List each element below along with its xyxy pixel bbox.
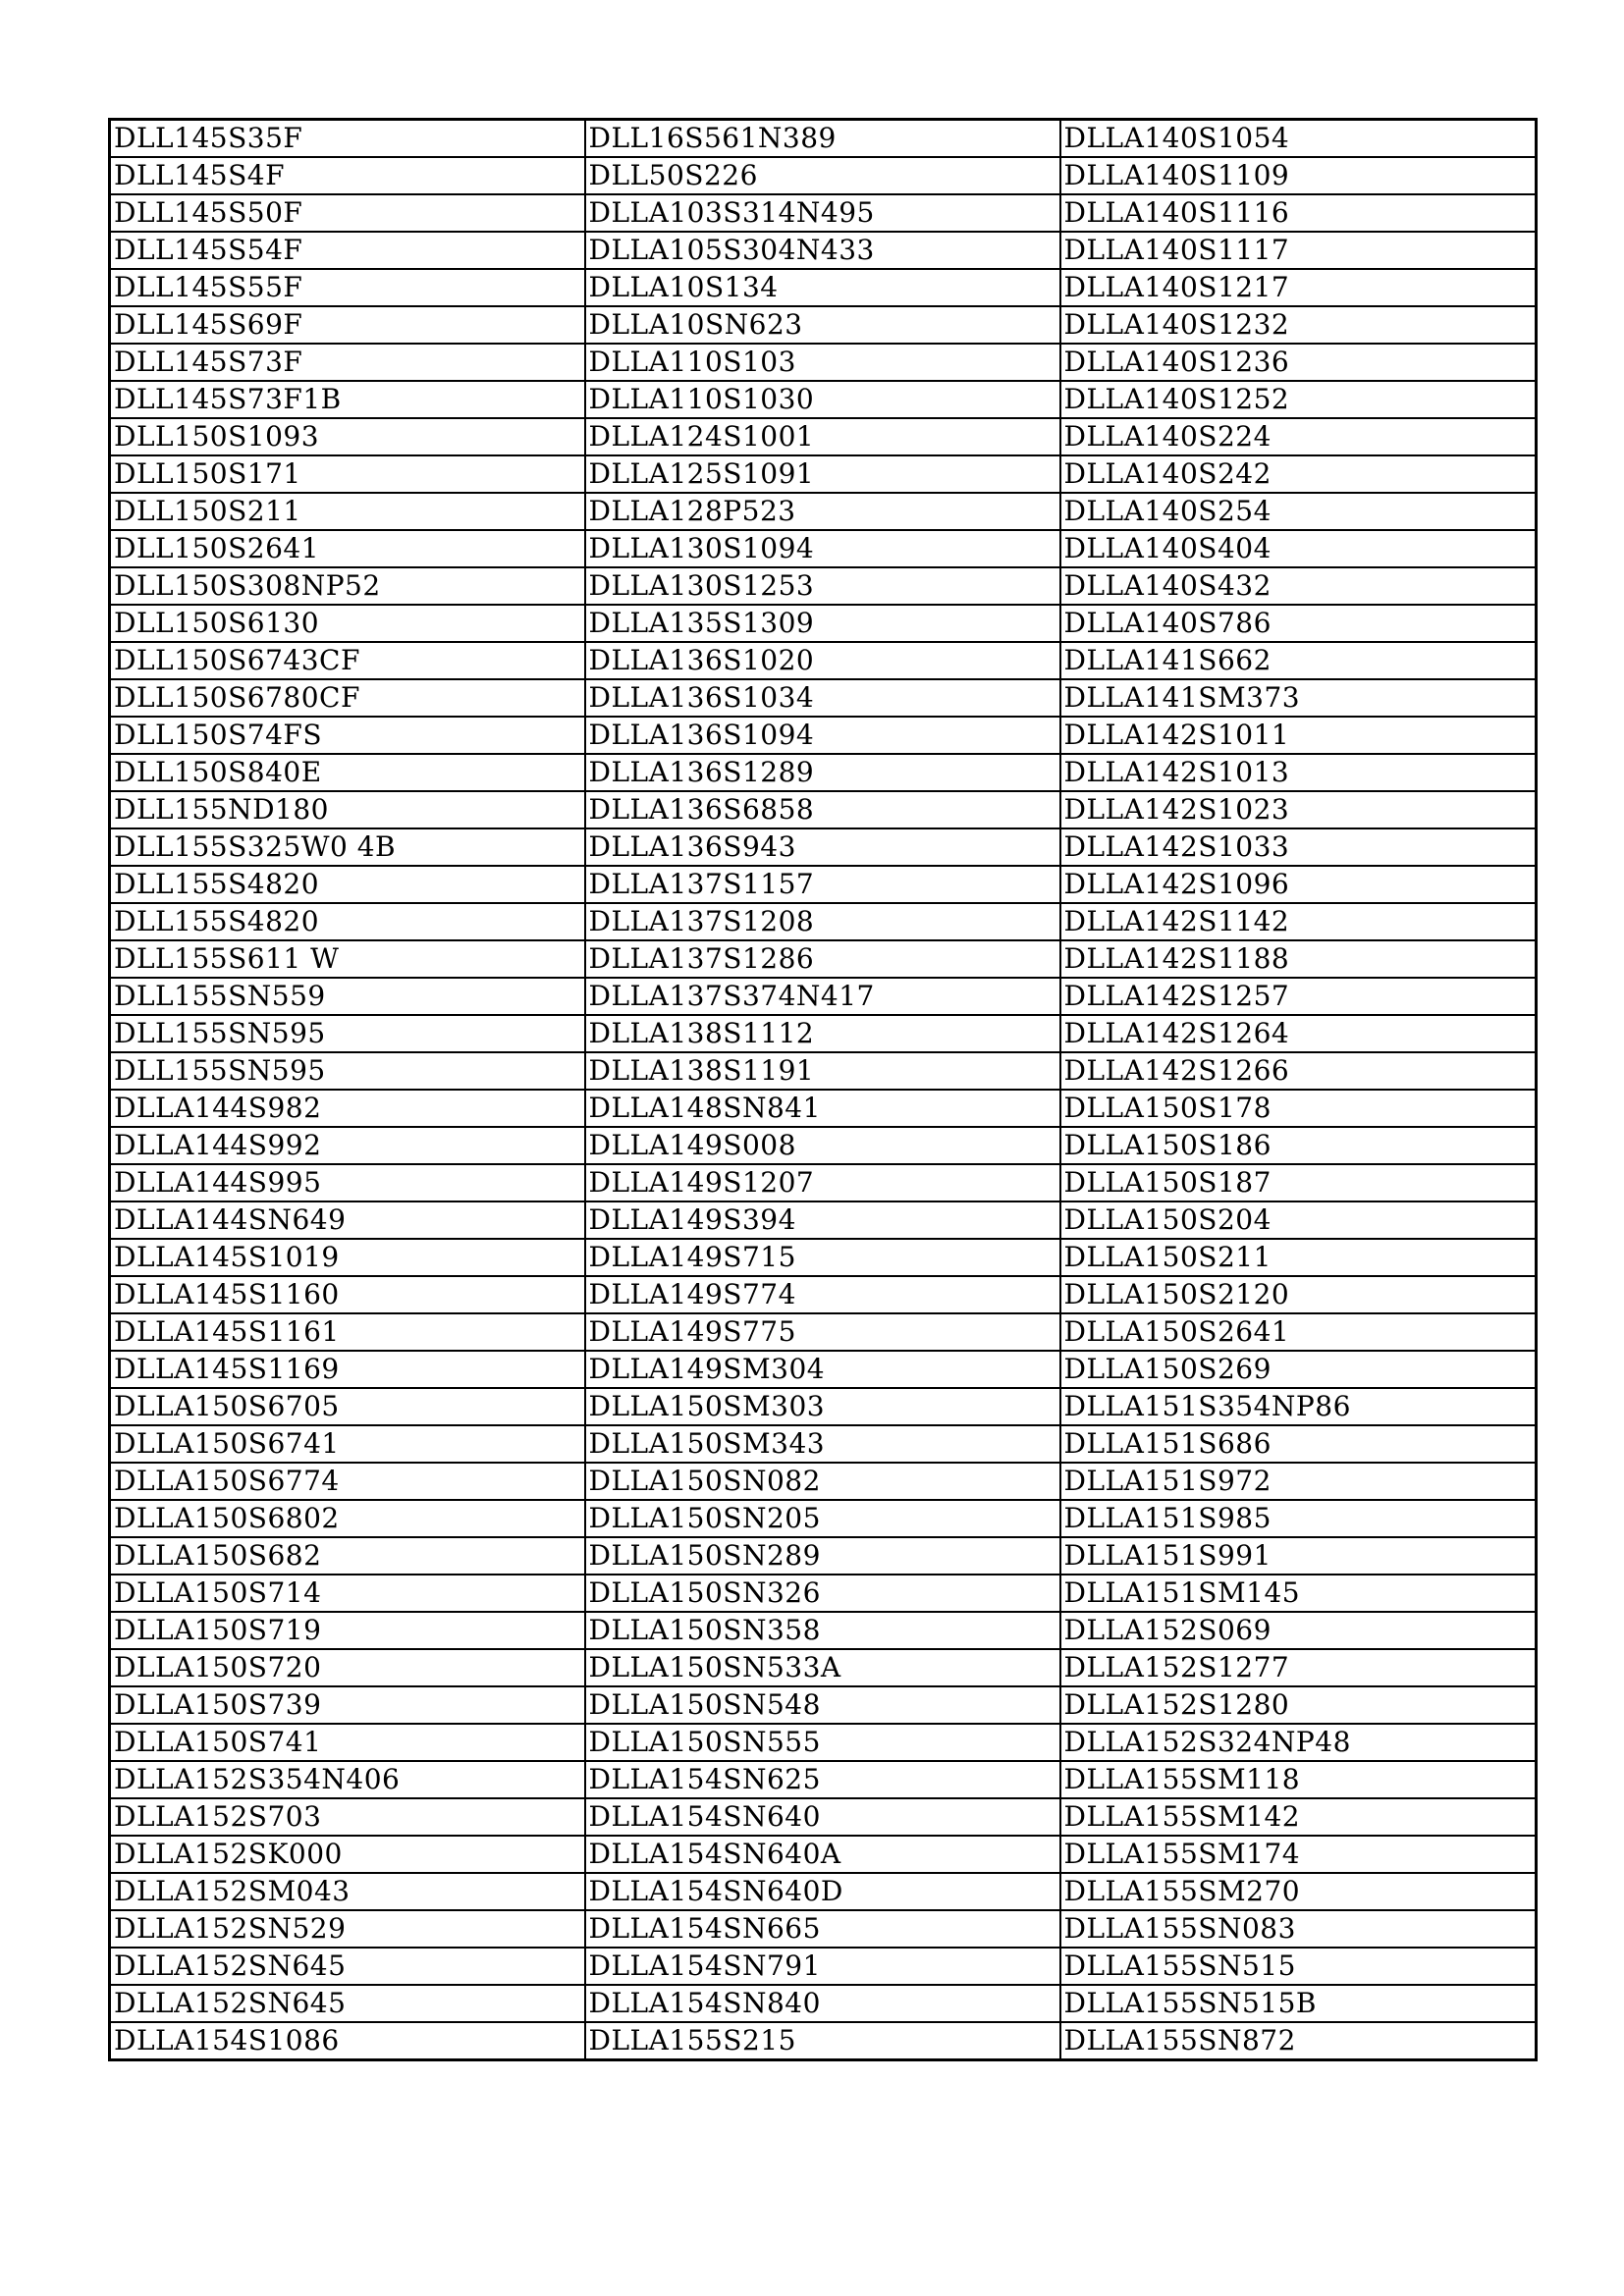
table-row	[110, 642, 1537, 679]
table-cell: DLLA135S1309	[585, 605, 1060, 642]
table-cell: DLLA149S774	[585, 1276, 1060, 1313]
table-cell: DLLA155SN515B	[1060, 1985, 1537, 2022]
table-cell: DLLA150S6705	[110, 1388, 585, 1425]
table-cell: DLLA10SN623	[585, 306, 1060, 344]
table-cell: DLLA142S1188	[1060, 940, 1537, 978]
table-cell: DLLA142S1096	[1060, 866, 1537, 903]
table-cell: DLLA152S069	[1060, 1612, 1537, 1649]
table-cell: DLL155SN595	[110, 1015, 585, 1052]
table-cell: DLLA110S103	[585, 344, 1060, 381]
table-cell: DLLA152S324NP48	[1060, 1724, 1537, 1761]
table-row	[110, 1910, 1537, 1948]
table-cell: DLLA150S739	[110, 1686, 585, 1724]
table-row	[110, 493, 1537, 530]
table-cell: DLL145S54F	[110, 232, 585, 269]
table-row	[110, 306, 1537, 344]
table-cell: DLLA105S304N433	[585, 232, 1060, 269]
table-cell: DLLA152SK000	[110, 1836, 585, 1873]
table-row	[110, 1985, 1537, 2022]
table-cell: DLL145S73F1B	[110, 381, 585, 418]
table-cell: DLLA154SN640A	[585, 1836, 1060, 1873]
table-cell: DLLA152S1280	[1060, 1686, 1537, 1724]
table-row	[110, 1612, 1537, 1649]
table-cell: DLLA150SN533A	[585, 1649, 1060, 1686]
table-cell: DLL150S6130	[110, 605, 585, 642]
table-cell: DLLA150S720	[110, 1649, 585, 1686]
table-cell: DLL145S69F	[110, 306, 585, 344]
table-cell: DLLA150SM343	[585, 1425, 1060, 1463]
table-row	[110, 381, 1537, 418]
table-cell: DLLA152SN645	[110, 1948, 585, 1985]
table-cell: DLLA140S1116	[1060, 194, 1537, 232]
table-row	[110, 1798, 1537, 1836]
table-cell: DLLA149S1207	[585, 1164, 1060, 1201]
table-cell: DLLA149S775	[585, 1313, 1060, 1351]
table-row	[110, 791, 1537, 828]
table-cell: DLLA142S1011	[1060, 717, 1537, 754]
table-cell: DLLA141SM373	[1060, 679, 1537, 717]
table-cell: DLL150S2641	[110, 530, 585, 567]
table-cell: DLLA144SN649	[110, 1201, 585, 1239]
table-cell: DLLA155S215	[585, 2022, 1060, 2060]
table-cell: DLLA142S1266	[1060, 1052, 1537, 1090]
table-cell: DLLA137S1157	[585, 866, 1060, 903]
table-row	[110, 1873, 1537, 1910]
table-cell: DLL150S840E	[110, 754, 585, 791]
table-row	[110, 418, 1537, 455]
table-row	[110, 828, 1537, 866]
table-cell: DLL155S611 W	[110, 940, 585, 978]
table-cell: DLLA140S404	[1060, 530, 1537, 567]
table-row	[110, 679, 1537, 717]
table-cell: DLLA140S1252	[1060, 381, 1537, 418]
table-cell: DLLA154SN665	[585, 1910, 1060, 1948]
table-cell: DLL155S4820	[110, 866, 585, 903]
table-cell: DLLA136S6858	[585, 791, 1060, 828]
table-row	[110, 1313, 1537, 1351]
table-cell: DLL145S35F	[110, 120, 585, 158]
table-cell: DLLA154SN840	[585, 1985, 1060, 2022]
table-row	[110, 1537, 1537, 1575]
table-cell: DLLA149S715	[585, 1239, 1060, 1276]
table-cell: DLLA10S134	[585, 269, 1060, 306]
table-cell: DLLA125S1091	[585, 455, 1060, 493]
table-row	[110, 1201, 1537, 1239]
table-row	[110, 1276, 1537, 1313]
table-cell: DLLA150SN358	[585, 1612, 1060, 1649]
table-cell: DLLA150S269	[1060, 1351, 1537, 1388]
table-cell: DLLA151S686	[1060, 1425, 1537, 1463]
table-cell: DLLA150S204	[1060, 1201, 1537, 1239]
table-cell: DLLA152S354N406	[110, 1761, 585, 1798]
table-cell: DLLA142S1013	[1060, 754, 1537, 791]
table-cell: DLLA152S1277	[1060, 1649, 1537, 1686]
table-row	[110, 1836, 1537, 1873]
table-cell: DLLA128P523	[585, 493, 1060, 530]
table-row	[110, 1164, 1537, 1201]
table-cell: DLL150S1093	[110, 418, 585, 455]
table-cell: DLLA154SN640D	[585, 1873, 1060, 1910]
table-cell: DLLA155SN872	[1060, 2022, 1537, 2060]
table-row	[110, 1761, 1537, 1798]
table-body	[110, 120, 1537, 2060]
table-cell: DLLA150S187	[1060, 1164, 1537, 1201]
table-cell: DLLA150S211	[1060, 1239, 1537, 1276]
table-cell: DLLA142S1257	[1060, 978, 1537, 1015]
table-cell: DLLA155SM270	[1060, 1873, 1537, 1910]
table-cell: DLLA142S1142	[1060, 903, 1537, 940]
table-cell: DLLA142S1023	[1060, 791, 1537, 828]
table-cell: DLLA151S972	[1060, 1463, 1537, 1500]
table-cell: DLLA140S254	[1060, 493, 1537, 530]
table-cell: DLLA149SM304	[585, 1351, 1060, 1388]
table-cell: DLLA145S1169	[110, 1351, 585, 1388]
table-cell: DLLA140S1217	[1060, 269, 1537, 306]
table-cell: DLLA140S224	[1060, 418, 1537, 455]
table-cell: DLLA142S1033	[1060, 828, 1537, 866]
table-cell: DLL155SN559	[110, 978, 585, 1015]
table-row	[110, 1724, 1537, 1761]
table-cell: DLLA140S1109	[1060, 157, 1537, 194]
table-cell: DLLA136S1289	[585, 754, 1060, 791]
table-cell: DLLA144S982	[110, 1090, 585, 1127]
table-cell: DLL145S4F	[110, 157, 585, 194]
table-cell: DLLA130S1094	[585, 530, 1060, 567]
table-cell: DLLA141S662	[1060, 642, 1537, 679]
table-row	[110, 1575, 1537, 1612]
table-cell: DLLA152S703	[110, 1798, 585, 1836]
table-cell: DLLA142S1264	[1060, 1015, 1537, 1052]
table-cell: DLLA150S741	[110, 1724, 585, 1761]
table-cell: DLLA136S1094	[585, 717, 1060, 754]
table-cell: DLLA130S1253	[585, 567, 1060, 605]
table-row	[110, 194, 1537, 232]
table-row	[110, 2022, 1537, 2060]
table-row	[110, 1686, 1537, 1724]
table-cell: DLLA137S374N417	[585, 978, 1060, 1015]
table-row	[110, 754, 1537, 791]
table-cell: DLLA136S1034	[585, 679, 1060, 717]
table-cell: DLLA150S186	[1060, 1127, 1537, 1164]
table-row	[110, 1388, 1537, 1425]
table-row	[110, 717, 1537, 754]
table-cell: DLLA140S1236	[1060, 344, 1537, 381]
table-row	[110, 605, 1537, 642]
table-cell: DLLA150S682	[110, 1537, 585, 1575]
table-row	[110, 1649, 1537, 1686]
table-row	[110, 940, 1537, 978]
table-cell: DLLA149S008	[585, 1127, 1060, 1164]
table-cell: DLLA150S719	[110, 1612, 585, 1649]
table-row	[110, 1351, 1537, 1388]
table-cell: DLLA140S432	[1060, 567, 1537, 605]
table-cell: DLLA150SN548	[585, 1686, 1060, 1724]
table-cell: DLLA150SN289	[585, 1537, 1060, 1575]
table-cell: DLLA144S992	[110, 1127, 585, 1164]
table-row	[110, 1500, 1537, 1537]
table-row	[110, 978, 1537, 1015]
table-cell: DLLA140S786	[1060, 605, 1537, 642]
table-cell: DLLA150SN326	[585, 1575, 1060, 1612]
table-cell: DLL155S4820	[110, 903, 585, 940]
table-cell: DLLA152SN645	[110, 1985, 585, 2022]
table-cell: DLL50S226	[585, 157, 1060, 194]
table-cell: DLLA155SN515	[1060, 1948, 1537, 1985]
table-cell: DLL145S73F	[110, 344, 585, 381]
table-cell: DLLA149S394	[585, 1201, 1060, 1239]
table-cell: DLLA110S1030	[585, 381, 1060, 418]
table-cell: DLLA150S6802	[110, 1500, 585, 1537]
table-cell: DLLA154SN791	[585, 1948, 1060, 1985]
table-cell: DLLA152SN529	[110, 1910, 585, 1948]
table-cell: DLLA138S1191	[585, 1052, 1060, 1090]
table-cell: DLLA124S1001	[585, 418, 1060, 455]
table-cell: DLLA140S242	[1060, 455, 1537, 493]
table-cell: DLL150S6780CF	[110, 679, 585, 717]
table-cell: DLLA151S991	[1060, 1537, 1537, 1575]
table-cell: DLLA140S1054	[1060, 120, 1537, 158]
table-cell: DLLA137S1208	[585, 903, 1060, 940]
table-cell: DLLA140S1117	[1060, 232, 1537, 269]
table-cell: DLLA145S1160	[110, 1276, 585, 1313]
table-cell: DLLA150S2120	[1060, 1276, 1537, 1313]
table-cell: DLLA103S314N495	[585, 194, 1060, 232]
table-row	[110, 120, 1537, 158]
table-cell: DLLA148SN841	[585, 1090, 1060, 1127]
table-row	[110, 1127, 1537, 1164]
table-cell: DLLA151SM145	[1060, 1575, 1537, 1612]
table-cell: DLL145S55F	[110, 269, 585, 306]
table-row	[110, 455, 1537, 493]
table-row	[110, 232, 1537, 269]
table-cell: DLLA154SN640	[585, 1798, 1060, 1836]
table-row	[110, 530, 1537, 567]
table-row	[110, 1015, 1537, 1052]
table-cell: DLLA150S6741	[110, 1425, 585, 1463]
table-row	[110, 1052, 1537, 1090]
table-cell: DLL150S308NP52	[110, 567, 585, 605]
table-row	[110, 903, 1537, 940]
table-row	[110, 344, 1537, 381]
table-cell: DLLA137S1286	[585, 940, 1060, 978]
table-cell: DLLA154SN625	[585, 1761, 1060, 1798]
table-cell: DLLA140S1232	[1060, 306, 1537, 344]
table-cell: DLL150S6743CF	[110, 642, 585, 679]
table-cell: DLLA136S1020	[585, 642, 1060, 679]
table-cell: DLLA155SM118	[1060, 1761, 1537, 1798]
table-cell: DLL150S171	[110, 455, 585, 493]
table-cell: DLLA152SM043	[110, 1873, 585, 1910]
table-row	[110, 1463, 1537, 1500]
table-cell: DLLA150S178	[1060, 1090, 1537, 1127]
table-cell: DLLA155SM142	[1060, 1798, 1537, 1836]
table-cell: DLLA150S714	[110, 1575, 585, 1612]
table-row	[110, 157, 1537, 194]
table-row	[110, 269, 1537, 306]
table-cell: DLLA151S985	[1060, 1500, 1537, 1537]
table-cell: DLLA136S943	[585, 828, 1060, 866]
table-row	[110, 567, 1537, 605]
table-cell: DLLA150SN082	[585, 1463, 1060, 1500]
table-cell: DLLA145S1019	[110, 1239, 585, 1276]
table-cell: DLL155ND180	[110, 791, 585, 828]
table-cell: DLLA138S1112	[585, 1015, 1060, 1052]
table-row	[110, 1948, 1537, 1985]
table-cell: DLLA150SN205	[585, 1500, 1060, 1537]
table-cell: DLL155SN595	[110, 1052, 585, 1090]
table-row	[110, 1090, 1537, 1127]
table-cell: DLLA144S995	[110, 1164, 585, 1201]
table-cell: DLL16S561N389	[585, 120, 1060, 158]
table-row	[110, 866, 1537, 903]
table-cell: DLLA150S6774	[110, 1463, 585, 1500]
table-cell: DLL150S211	[110, 493, 585, 530]
part-number-table	[108, 118, 1538, 2061]
table-cell: DLLA150SN555	[585, 1724, 1060, 1761]
table-cell: DLLA150SM303	[585, 1388, 1060, 1425]
table-cell: DLLA145S1161	[110, 1313, 585, 1351]
table-cell: DLLA155SN083	[1060, 1910, 1537, 1948]
table-cell: DLLA150S2641	[1060, 1313, 1537, 1351]
table-cell: DLLA154S1086	[110, 2022, 585, 2060]
table-row	[110, 1425, 1537, 1463]
table-cell: DLL145S50F	[110, 194, 585, 232]
table-cell: DLLA155SM174	[1060, 1836, 1537, 1873]
table-row	[110, 1239, 1537, 1276]
table-cell: DLL150S74FS	[110, 717, 585, 754]
table-cell: DLL155S325W0 4B	[110, 828, 585, 866]
table-cell: DLLA151S354NP86	[1060, 1388, 1537, 1425]
